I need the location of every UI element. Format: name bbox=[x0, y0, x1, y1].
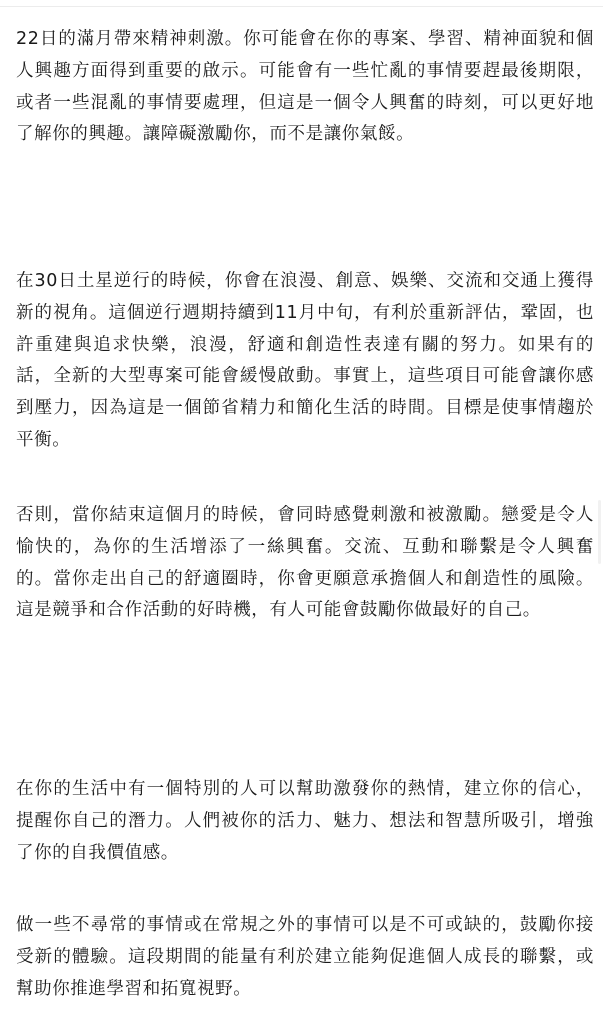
paragraph-full-moon: 22日的滿月帶來精神刺激。你可能會在你的專案、學習、精神面貌和個人興趣方面得到重要的啟示。可能會有一些忙亂的事情要趕最後期限，或者一些混亂的事情要處理，但這是一個令人興奮的時刻，可以更好地了解你的興趣。讓障礙激勵你，而不是讓你氣餒。 bbox=[16, 29, 594, 145]
paragraph-special-person: 在你的生活中有一個特別的人可以幫助激發你的熱情，建立你的信心，提醒你自己的潛力。人們被你的活力、魅力、想法和智慧所吸引，增強了你的自我價值感。 bbox=[16, 779, 594, 863]
paragraph-saturn-retrograde: 在30日土星逆行的時候，你會在浪漫、創意、娛樂、交流和交通上獲得新的視角。這個逆行週期持續到11月中旬，有利於重新評估，鞏固，也許重建與追求快樂，浪漫，舒適和創造性表達有關的努力。如果有的話，全新的大型專案可能會緩慢啟動。事實上，這些項目可能會讓你感到壓力，因為這是一個節省精力和簡化生活的時間。目標是使事情趨於平衡。 bbox=[16, 271, 594, 450]
paragraph-month-end: 否則，當你結束這個月的時候，會同時感覺刺激和被激勵。戀愛是令人愉快的，為你的生活增添了一絲興奮。交流、互動和聯繫是令人興奮的。當你走出自己的舒適圈時，你會更願意承擔個人和創造性的風險。這是競爭和合作活動的好時機，有人可能會鼓勵你做最好的自己。 bbox=[16, 505, 594, 621]
paragraph-new-experiences: 做一些不尋常的事情或在常規之外的事情可以是不可或缺的，鼓勵你接受新的體驗。這段期間的能量有利於建立能夠促進個人成長的聯繫，或幫助你推進學習和拓寬視野。 bbox=[16, 915, 594, 999]
top-divider bbox=[0, 6, 603, 7]
scrollbar-thumb[interactable] bbox=[598, 500, 601, 564]
